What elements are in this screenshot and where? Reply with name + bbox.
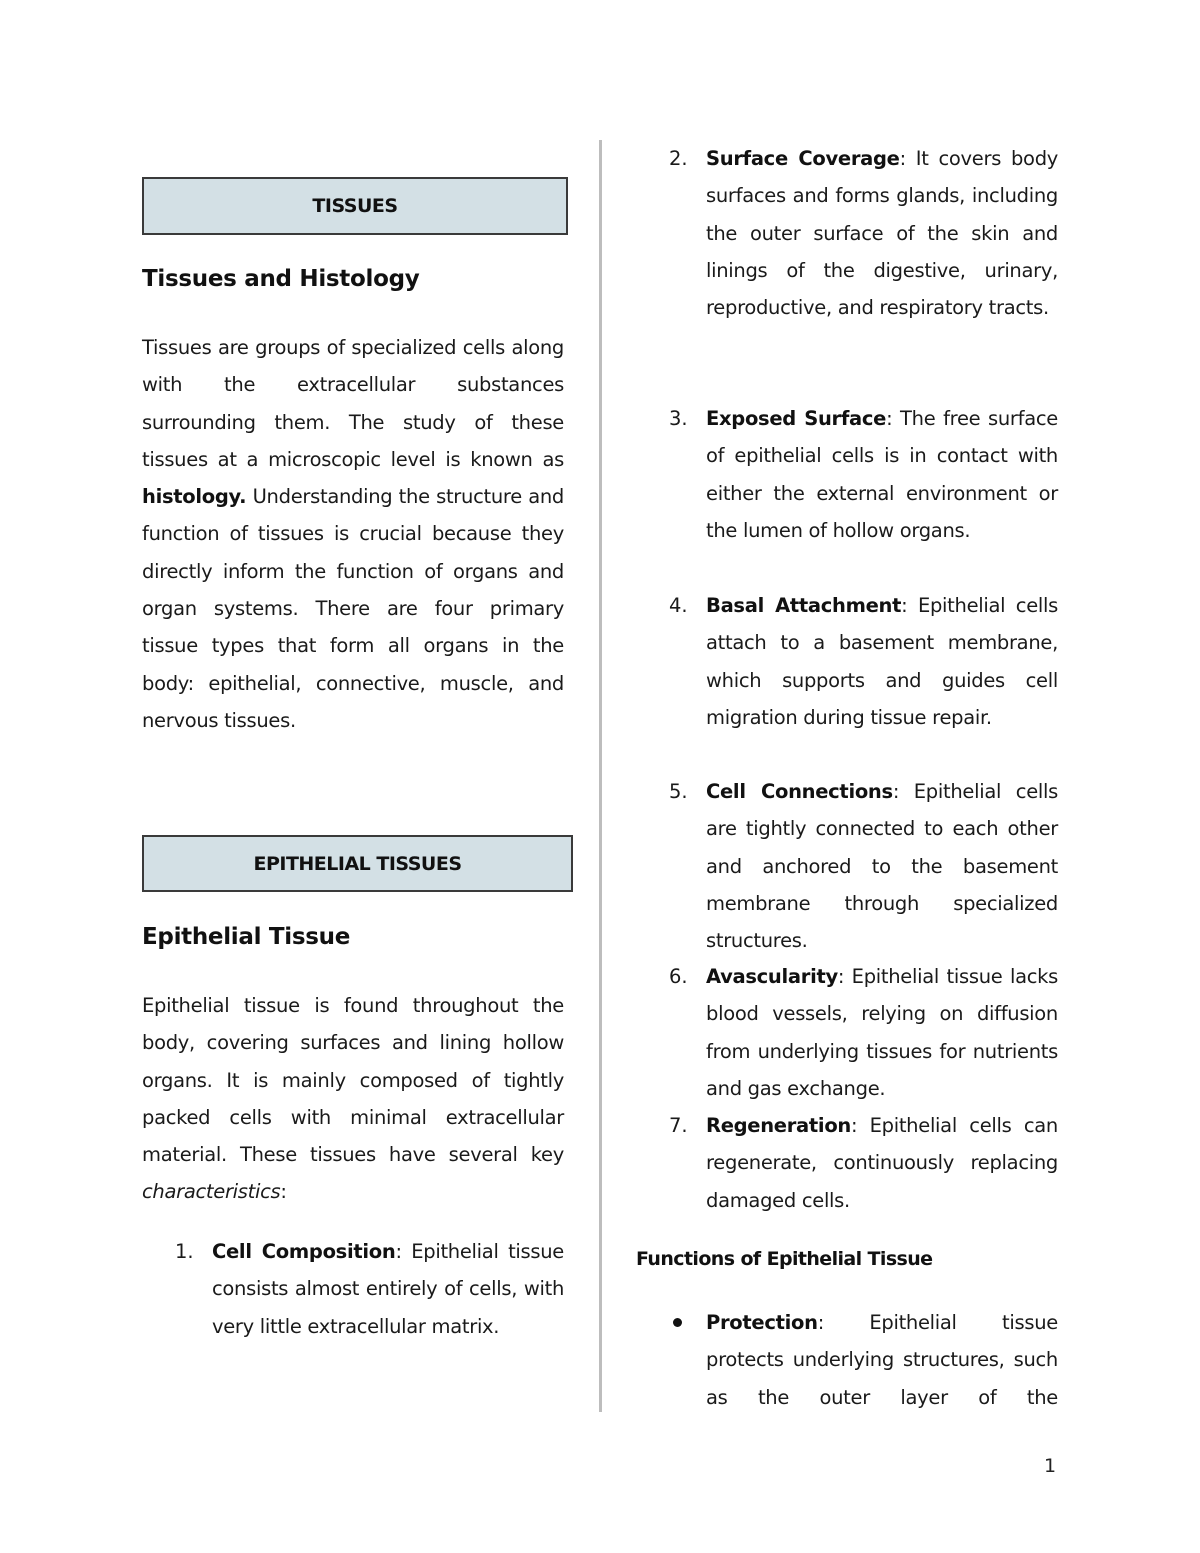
list-marker: 4. bbox=[669, 594, 688, 617]
section-box-tissues-label: TISSUES bbox=[312, 195, 398, 217]
list-item-desc: : Epithelial tissue consists almost entirely of cells, with very little extracellular matrix. bbox=[212, 1240, 565, 1338]
section-box-tissues bbox=[142, 177, 568, 235]
list-item-desc: : It covers body surfaces and forms glands, including the outer surface of the skin and linings of the digestive, urinary, reproductive, and respiratory tracts. bbox=[706, 147, 1059, 320]
paragraph-tissues-text-cont: Understanding the structure and function of tissues is crucial because they directly inform the function of organs and organ systems. There are four primary tissue types that form all organs in the body: epithelial, connective, muscle, and nervous tissues. bbox=[142, 485, 564, 732]
column-divider bbox=[599, 140, 602, 1412]
list-item-desc: : Epithelial cells attach to a basement membrane, which supports and guides cell migration during tissue repair. bbox=[706, 594, 1059, 729]
list-item-term: Surface Coverage bbox=[706, 147, 900, 170]
paragraph-tissues-text: Tissues are groups of specialized cells along with the extracellular substances surrounding them. The study of these tissues at a microscopic level is known as bbox=[142, 336, 564, 471]
bullet-item-text bbox=[706, 1304, 1058, 1416]
list-marker: 3. bbox=[669, 407, 688, 430]
heading-epithelial-tissue: Epithelial Tissue bbox=[142, 924, 351, 950]
list-item-term: Cell Connections bbox=[706, 780, 893, 803]
list-item-term: Regeneration bbox=[706, 1114, 851, 1137]
list-item-term: Avascularity bbox=[706, 965, 838, 988]
list-item-term: Exposed Surface bbox=[706, 407, 887, 430]
bullet-item-desc: : Epithelial tissue protects underlying structures, such as the outer layer of the bbox=[706, 1311, 1058, 1409]
list-item-text bbox=[706, 958, 1058, 1107]
list-item-desc: : Epithelial cells are tightly connected to each other and anchored to the basement membrane through specialized structures. bbox=[706, 780, 1058, 953]
bullet-item-term: Protection bbox=[706, 1311, 818, 1334]
subheading-functions: Functions of Epithelial Tissue bbox=[636, 1248, 933, 1270]
list-item-text bbox=[706, 587, 1058, 736]
list-item-desc: : The free surface of epithelial cells is in contact with either the external environment or the lumen of hollow organs. bbox=[706, 407, 1058, 542]
paragraph-epithelial bbox=[142, 987, 564, 1211]
paragraph-tissues-term: histology. bbox=[142, 485, 247, 509]
section-box-epithelial-label: EPITHELIAL TISSUES bbox=[253, 852, 462, 875]
list-marker: 5. bbox=[669, 780, 688, 803]
list-item-text bbox=[706, 400, 1058, 549]
paragraph-epithelial-italic: characteristics bbox=[142, 1180, 281, 1204]
list-marker: 7. bbox=[669, 1114, 688, 1137]
paragraph-tissues bbox=[142, 329, 564, 739]
list-item-text bbox=[706, 140, 1058, 326]
list-marker: 2. bbox=[669, 147, 688, 170]
list-item-text bbox=[212, 1233, 564, 1345]
list-item-text bbox=[706, 1107, 1058, 1219]
list-item-desc: : Epithelial cells can regenerate, continuously replacing damaged cells. bbox=[706, 1114, 1058, 1212]
paragraph-epithelial-colon: : bbox=[280, 1180, 287, 1204]
heading-tissues-and-histology: Tissues and Histology bbox=[142, 266, 420, 292]
list-item-term: Basal Attachment bbox=[706, 594, 902, 617]
list-item-desc: : Epithelial tissue lacks blood vessels, relying on diffusion from underlying tissues for nutrients and gas exchange. bbox=[706, 965, 1058, 1100]
list-item-text bbox=[706, 773, 1058, 959]
list-marker: 1. bbox=[175, 1240, 194, 1263]
section-box-epithelial bbox=[142, 835, 573, 892]
bullet-dot-icon bbox=[673, 1318, 682, 1327]
paragraph-epithelial-text: Epithelial tissue is found throughout the body, covering surfaces and lining hollow organs. It is mainly composed of tightly packed cells with minimal extracellular material. These tissues have several key bbox=[142, 994, 564, 1167]
list-marker: 6. bbox=[669, 965, 688, 988]
page-number: 1 bbox=[1044, 1455, 1057, 1477]
list-item-term: Cell Composition bbox=[212, 1240, 396, 1263]
